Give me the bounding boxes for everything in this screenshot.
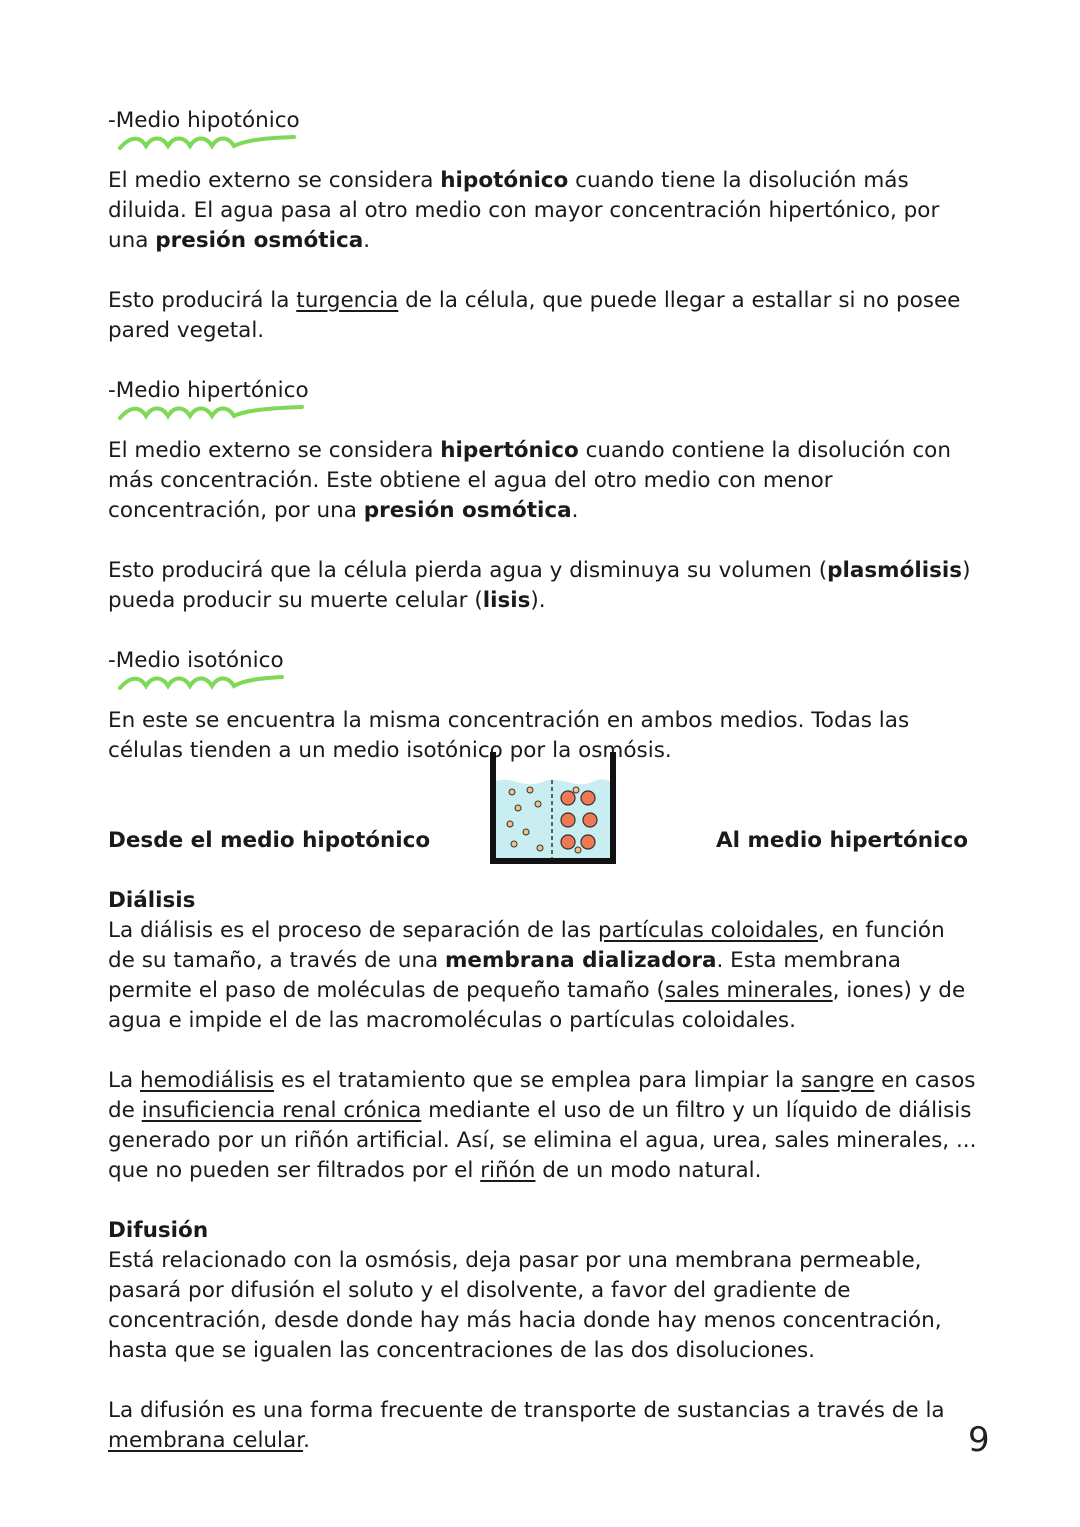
heading-difusion: Difusión (108, 1218, 209, 1243)
heading-hipotonico (108, 106, 978, 136)
solute-particle-small (511, 841, 517, 847)
paragraph-dialisis-1: La diálisis es el proceso de separación de las partículas coloidales, en función de su tamaño, a través de una membrana dializadora. Esta membrana permite el paso de moléculas de pequeño tamaño (sales minerales, iones) y de agua e impide el de las macromoléculas o partículas coloidales. (108, 918, 966, 1033)
solute-particle-large (561, 813, 575, 827)
heading-isotonico (108, 646, 978, 676)
diagram-right-label: Al medio hipertónico (716, 828, 968, 853)
paragraph-hipertonico-2: Esto producirá que la célula pierda agua y disminuya su volumen (plasmólisis) pueda producir su muerte celular (lisis). (108, 558, 971, 613)
paragraph-difusion-1: Está relacionado con la osmósis, deja pasar por una membrana permeable, pasará por difusión el soluto y el disolvente, a favor del gradiente de concentración, desde donde hay más hacia donde hay menos concentración, hasta que se igualen las concentraciones de las dos disoluciones. (108, 1248, 942, 1363)
squiggle-underline (116, 404, 306, 424)
solute-particle-small (507, 821, 513, 827)
solute-particle-small (573, 787, 579, 793)
solute-particle-large (581, 835, 595, 849)
solute-particle-large (581, 791, 595, 805)
squiggle-underline (116, 134, 296, 154)
solute-particle-large (561, 835, 575, 849)
document-page (108, 106, 978, 1456)
paragraph-hipotonico-1: El medio externo se considera hipotónico cuando tiene la disolución más diluida. El agua pasa al otro medio con mayor concentración hipertónico, por una presión osmótica. (108, 168, 940, 253)
squiggle-underline (116, 674, 286, 694)
solute-particle-small (535, 801, 541, 807)
page-number: 9 (968, 1420, 990, 1460)
paragraph-isotonico: En este se encuentra la misma concentración en ambos medios. Todas las células tienden a un medio isotónico por la osmósis. (108, 708, 910, 763)
paragraph-hipertonico-1: El medio externo se considera hipertónico cuando contiene la disolución con más concentración. Este obtiene el agua del otro medio con menor concentración, por una presión osmótica. (108, 438, 951, 523)
paragraph-difusion-2: La difusión es una forma frecuente de transporte de sustancias a través de la membrana celular. (108, 1398, 945, 1453)
solute-particle-large (561, 791, 575, 805)
heading-hipotonico-text: -Medio hipotónico (108, 108, 300, 133)
solute-particle-small (523, 829, 529, 835)
paragraph-hipotonico-2: Esto producirá la turgencia de la célula, que puede llegar a estallar si no posee pared vegetal. (108, 288, 961, 343)
solute-particle-large (583, 813, 597, 827)
heading-hipertonico-text: -Medio hipertónico (108, 378, 309, 403)
heading-hipertonico (108, 376, 978, 406)
solute-particle-small (537, 845, 543, 851)
solute-particle-small (509, 789, 515, 795)
solute-particle-small (575, 847, 581, 853)
paragraph-dialisis-2: La hemodiálisis es el tratamiento que se emplea para limpiar la sangre en casos de insuficiencia renal crónica mediante el uso de un filtro y un líquido de diálisis generado por un riñón artificial. Así, se elimina el agua, urea, sales minerales, ... que no pueden ser filtrados por el riñón de un modo natural. (108, 1068, 977, 1183)
beaker-illustration (490, 752, 616, 866)
solute-particle-small (515, 805, 521, 811)
osmosis-diagram-row (108, 766, 978, 886)
heading-dialisis: Diálisis (108, 888, 196, 913)
heading-isotonico-text: -Medio isotónico (108, 648, 284, 673)
diagram-left-label: Desde el medio hipotónico (108, 828, 431, 853)
solute-particle-small (527, 787, 533, 793)
